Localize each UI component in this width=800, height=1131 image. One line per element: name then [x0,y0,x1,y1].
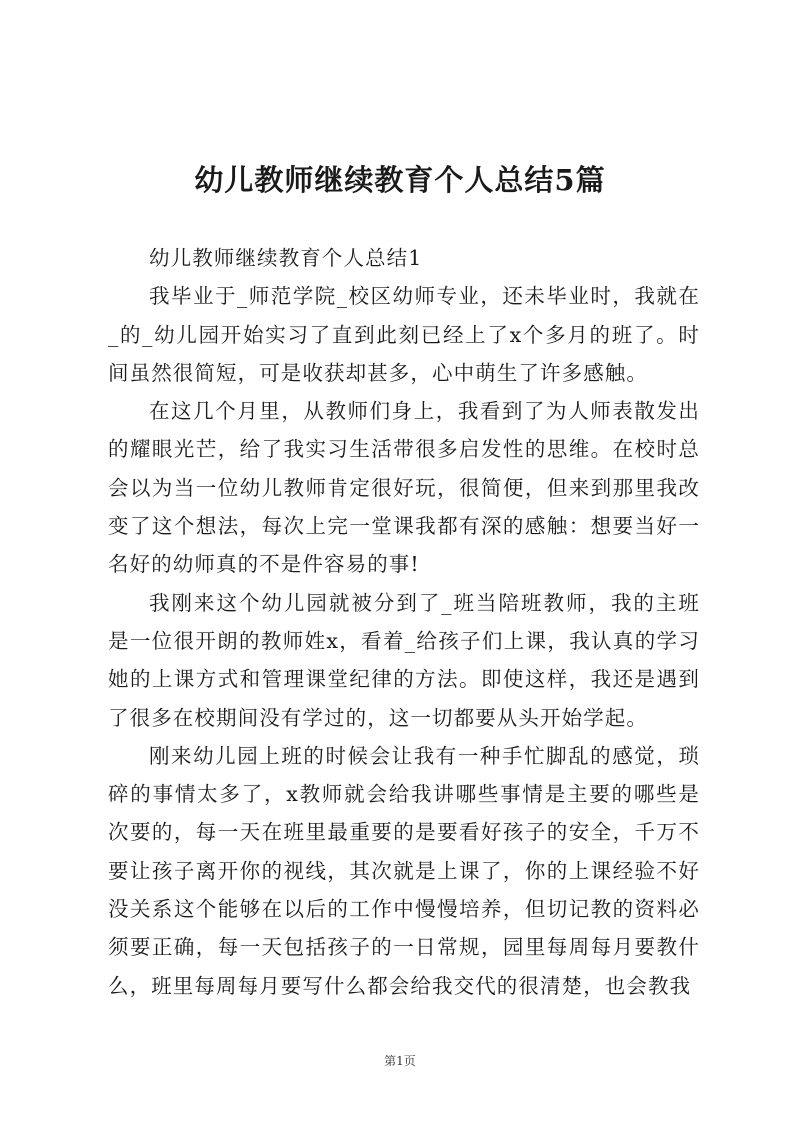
page-number: 第1页 [384,1054,416,1068]
paragraph: 在这几个月里，从教师们身上，我看到了为人师表散发出的耀眼光芒，给了我实习生活带很多启发性的思维。在校时总会以为当一位幼儿教师肯定很好玩，很简便，但来到那里我改变了这个想法，每次上完一堂课我都有深的感触：想要当好一名好的幼师真的不是件容易的事! [108,399,700,577]
paragraph: 我毕业于_师范学院_校区幼师专业，还未毕业时，我就在_的_幼儿园开始实习了直到此刻已经上了x个多月的班了。时间虽然很简短，可是收获却甚多，心中萌生了许多感触。 [108,284,700,385]
section-heading: 幼儿教师继续教育个人总结1 [149,246,423,270]
document-body [108,239,700,1005]
page-title: 幼儿教师继续教育个人总结5篇 [194,163,606,197]
paragraph: 刚来幼儿园上班的时候会让我有一种手忙脚乱的感觉，琐碎的事情太多了，x教师就会给我讲哪些事情是主要的哪些是次要的，每一天在班里最重要的是要看好孩子的安全，千万不要让孩子离开你的视线，其次就是上课了，你的上课经验不好没关系这个能够在以后的工作中慢慢培养，但切记教的资料必须要正确，每一天包括孩子的一日常规，园里每周每月要教什么，班里每周每月要写什么都会给我交代的很清楚，也会教我 [108,743,700,998]
paragraph: 我刚来这个幼儿园就被分到了_班当陪班教师，我的主班是一位很开朗的教师姓x，看着_给孩子们上课，我认真的学习她的上课方式和管理课堂纪律的方法。即使这样，我还是遇到了很多在校期间没有学过的，这一切都要从头开始学起。 [108,590,700,730]
